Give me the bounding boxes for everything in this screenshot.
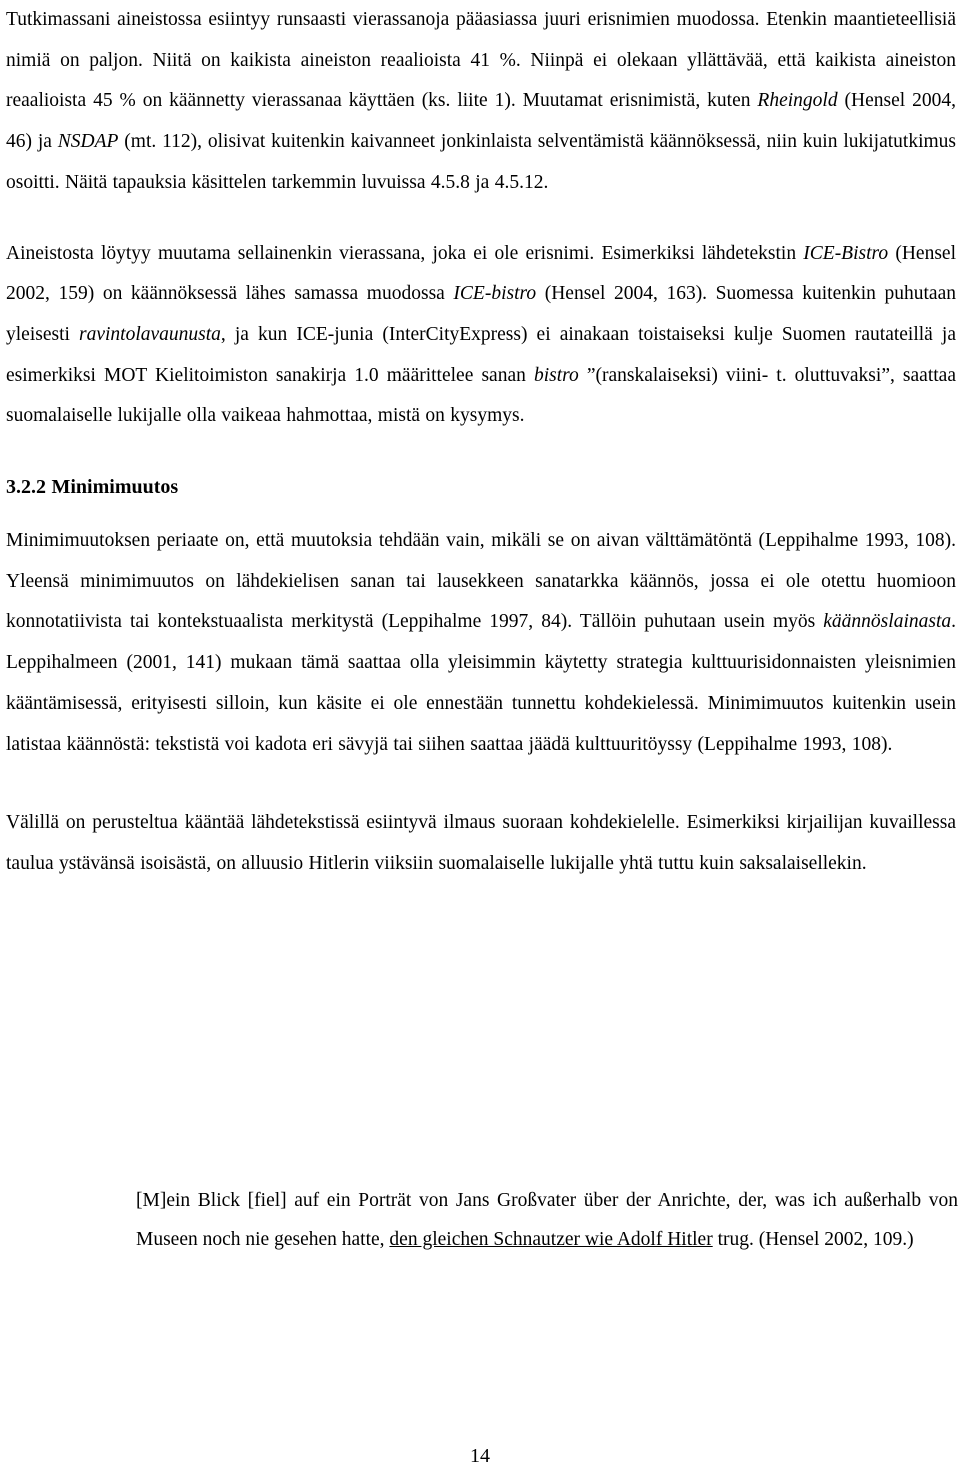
text-run: Välillä on perusteltua kääntää lähdetekstissä esiintyvä ilmaus suoraan kohdekielelle. Esimerkiksi kirjailijan kuvaillessa taulua ystävänsä isoisästä, on alluusio Hitlerin viiksiin suomalaiselle lukijalle yhtä tuttu kuin saksalaisellekin. [6, 812, 956, 874]
text-run: (Hensel 2004, 46) ja [6, 90, 956, 153]
text-run: . Leppihalmeen (2001, 141) mukaan tämä saattaa olla yleisimmin käytetty strategia kulttuurisidonnaisten yleisnimien kääntämisessä, erityisesti silloin, kun käsite ei ole ennestään tunnettu kohdekielessä. Minimimuutos kuitenkin usein latistaa käännöstä: tekstistä voi kadota eri sävyjä tai siihen saattaa jäädä kulttuuritöyssy (Leppihalme 1993, 108). [6, 611, 956, 755]
italic-term: käännöslainasta [823, 611, 952, 633]
italic-term: ICE-bistro [453, 283, 537, 305]
italic-term: ravintolavaunusta [79, 323, 221, 345]
text-run: Tutkimassani aineistossa esiintyy runsaasti vierassanoja pääasiassa juuri erisnimien muodossa. Etenkin maantieteellisiä nimiä on paljon. Niitä on kaikista aineiston reaalioista 41 %. Niinpä ei olekaan yllättävää, että kaikista aineiston reaalioista 45 % on käännetty vierassanaa käyttäen (ks. liite 1). Muutamat erisnimistä, kuten [6, 9, 956, 112]
text-run: (Hensel 2004, 163). Suomessa kuitenkin puhutaan yleisesti [6, 283, 956, 345]
text-run: ”(ranskalaiseksi) viini- t. oluttuvaksi”, saattaa suomalaiselle lukijalle olla vaikeaa hahmottaa, mistä on kysymys. [6, 364, 956, 427]
text-run: Aineistosta löytyy muutama sellainenkin vierassana, joka ei ole erisnimi. Esimerkiksi lähdetekstin [6, 242, 804, 264]
section-heading: 3.2.2 Minimimuutos [6, 476, 179, 499]
paragraph-minimal-change [6, 521, 956, 765]
italic-term: ICE-Bistro [803, 242, 889, 264]
text-run: (mt. 112), olisivat kuitenkin kaivanneet jonkinlaista selventämistä käännöksessä, niin kuin lukijatutkimus osoitti. Näitä tapauksia käsittelen tarkemmin luvuissa 4.5.8 ja 4.5.12. [6, 131, 956, 193]
paragraph-foreign-words [6, 0, 956, 204]
italic-term: Rheingold [757, 90, 838, 112]
text-run: , ja kun ICE-junia (InterCityExpress) ei ainakaan toistaiseksi kulje Suomen rautateillä ja esimerkiksi MOT Kielitoimiston sanakirja 1.0 määrittelee sanan [6, 323, 956, 386]
italic-term: bistro [533, 364, 579, 386]
document-page [6, 0, 956, 885]
text-run: Minimimuutoksen periaate on, että muutoksia tehdään vain, mikäli se on aivan välttämätöntä (Leppihalme 1993, 108). Yleensä minimimuutos on lähdekielisen sanan tai lausekkeen sanatarkka käännös, jossa ei ole otettu huomioon konnotatiivista tai kontekstuaalista merkitystä (Leppihalme 1997, 84). Tällöin puhutaan usein myös [6, 530, 956, 633]
italic-term: NSDAP [57, 131, 119, 153]
text-run: trug. (Hensel 2002, 109.) [712, 1228, 914, 1250]
block-quote [136, 1182, 958, 1259]
paragraph-direct-translation [6, 803, 956, 884]
page-number: 14 [470, 1445, 490, 1467]
underlined-phrase: den gleichen Schnautzer wie Adolf Hitler [389, 1228, 713, 1250]
text-run: [M]ein Blick [fiel] auf ein Porträt von Jans Großvater über der Anrichte, der, was ich außerhalb von Museen noch nie gesehen hatte, [136, 1190, 958, 1250]
text-run: (Hensel 2002, 159) on käännöksessä lähes samassa muodossa [6, 242, 956, 305]
paragraph-ice-bistro [6, 234, 956, 438]
